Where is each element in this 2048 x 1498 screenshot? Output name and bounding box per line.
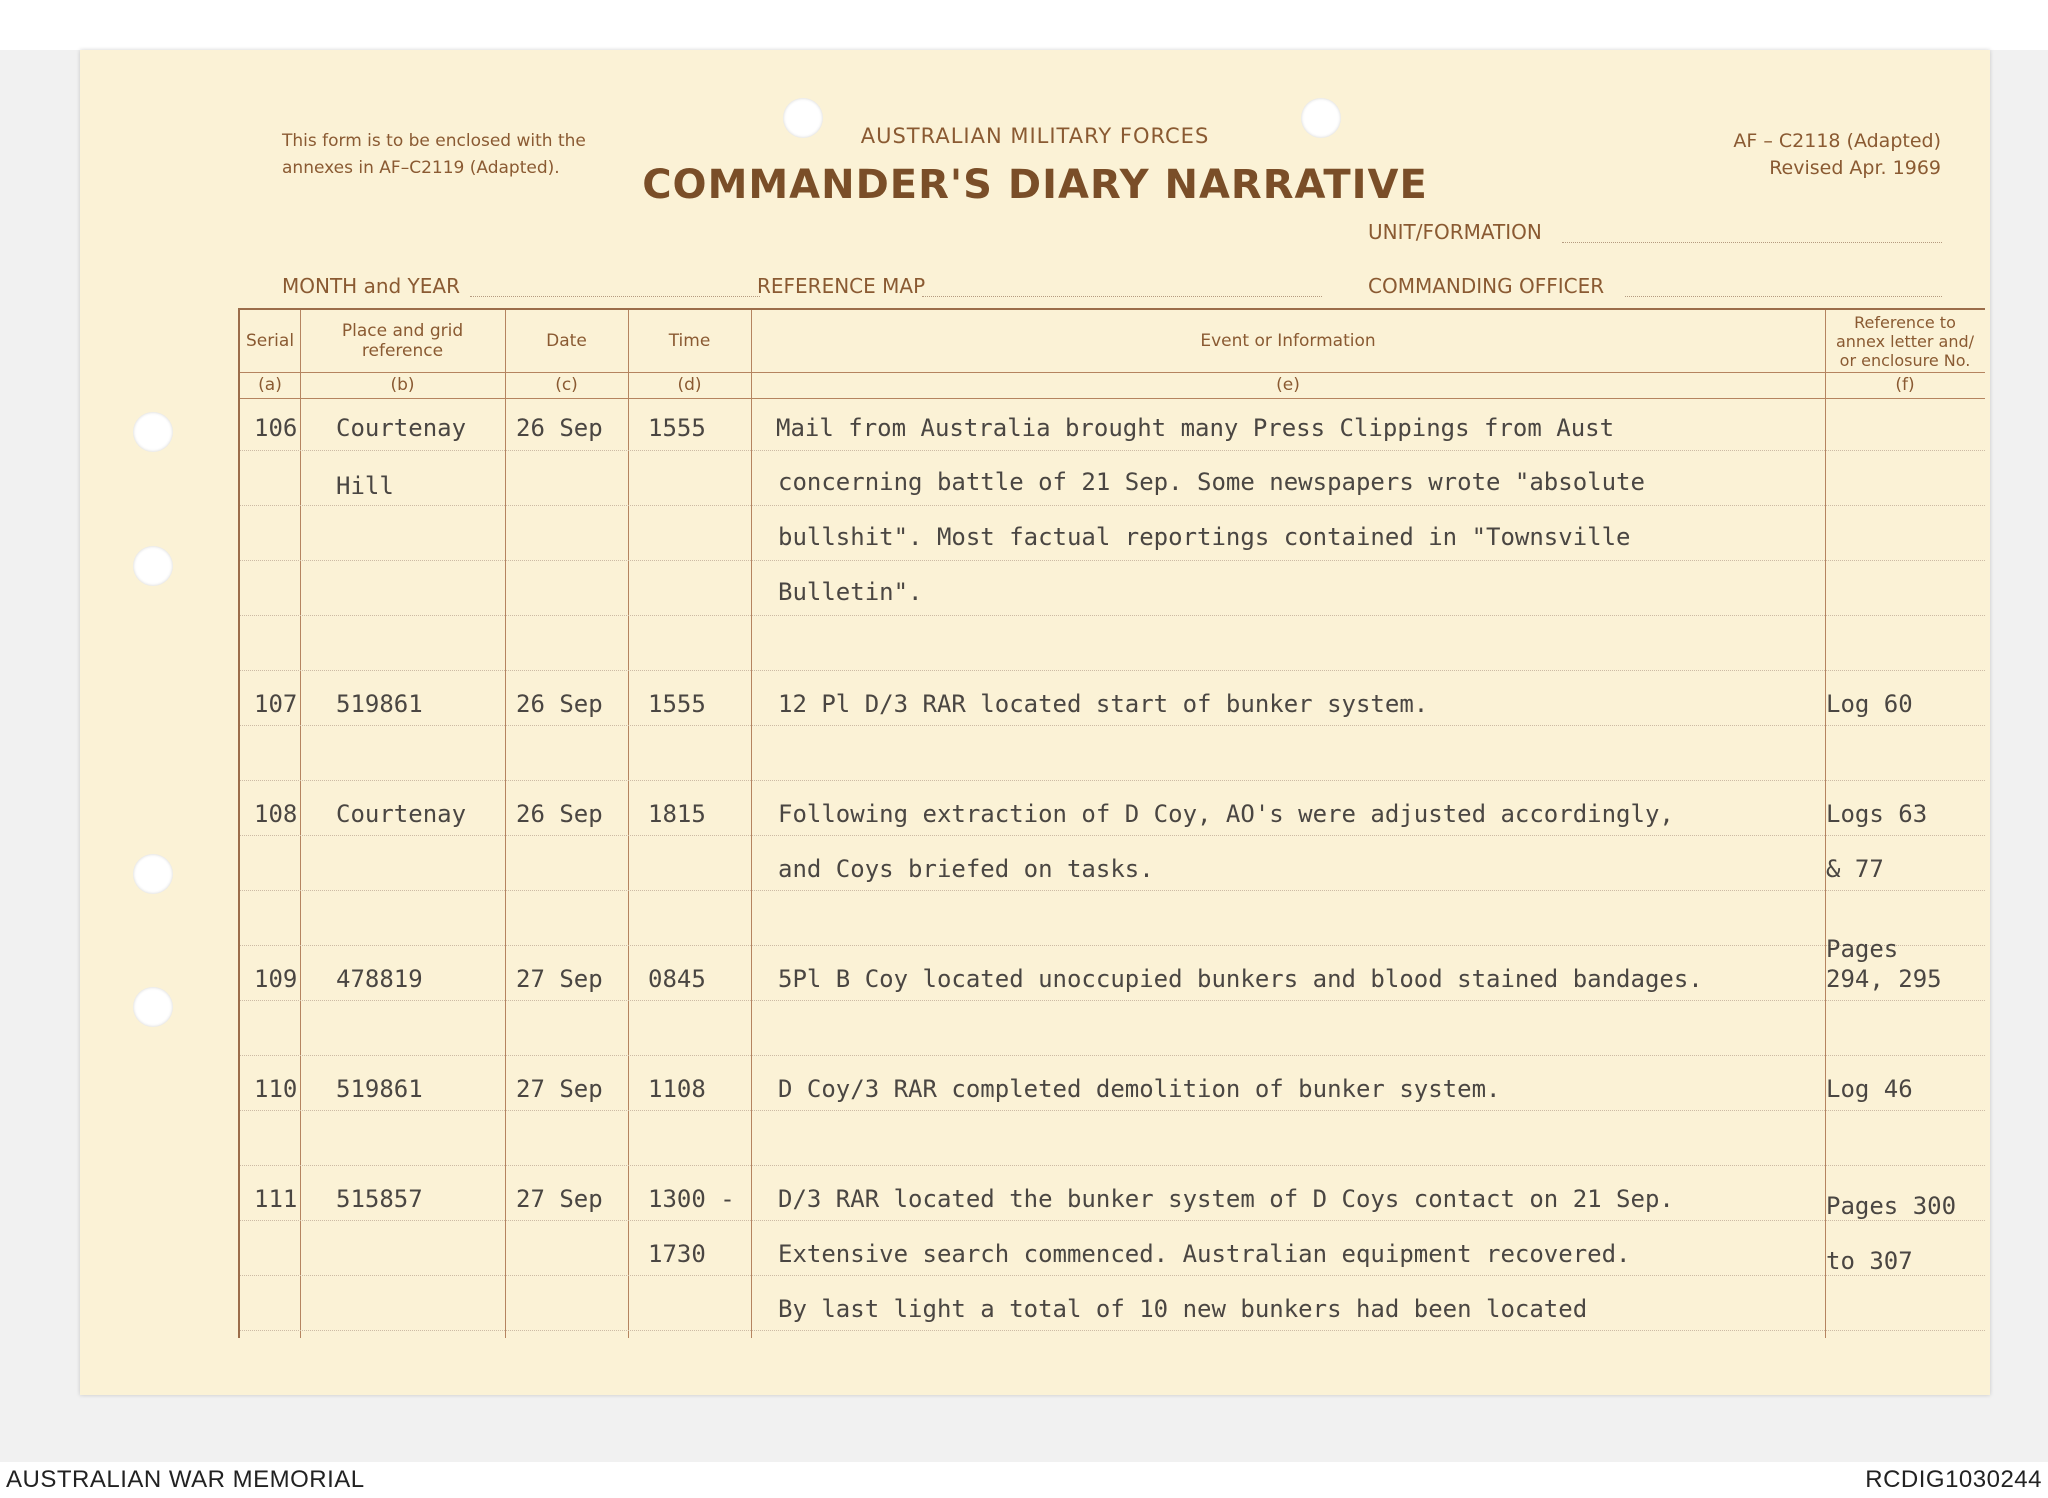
top-margin [0,0,2048,50]
ruled-line [240,890,1985,891]
column-header-date: Date [546,331,587,351]
time-cell: 1300 - [648,1185,735,1213]
unit-formation-field [1562,242,1942,243]
diary-table [238,308,1985,1338]
ruled-line [240,1220,1985,1221]
serial-cell: 106 [254,414,298,442]
time-cell: 1108 [648,1075,706,1103]
column-letter-f: (f) [1895,375,1915,395]
form-identifier: AF – C2118 (Adapted) Revised Apr. 1969 [1733,130,1941,179]
serial-cell: 107 [254,690,298,718]
ruled-line [240,1055,1985,1056]
column-header-event: Event or Information [1200,331,1376,351]
punch-hole-side-2 [133,546,173,586]
date-cell: 26 Sep [516,800,603,828]
ruled-line [240,945,1985,946]
event-line-3: bullshit". Most factual reportings contained in "Townsville [778,523,1631,551]
unit-formation-label: UNIT/FORMATION [1368,220,1542,244]
ruled-line [240,1000,1985,1001]
institution-label: AUSTRALIAN WAR MEMORIAL [6,1466,365,1493]
serial-cell: 109 [254,965,298,993]
column-header-time: Time [668,331,711,351]
month-year-label: MONTH and YEAR [282,274,460,298]
punch-hole-side-4 [133,987,173,1027]
event-line-1: 12 Pl D/3 RAR located start of bunker system. [778,690,1429,718]
ruled-line [240,835,1985,836]
place-cell: 519861 [336,1075,423,1103]
date-cell: 27 Sep [516,1185,603,1213]
event-line-1: D Coy/3 RAR completed demolition of bunker system. [778,1075,1501,1103]
event-line-2: concerning battle of 21 Sep. Some newspapers wrote "absolute [778,468,1645,496]
place-cell: 478819 [336,965,423,993]
time-cell-cont: 1730 [648,1240,706,1268]
reference-cell-cont: & 77 [1826,855,1884,883]
event-line-3: By last light a total of 10 new bunkers had been located [778,1295,1588,1323]
ruled-line [240,560,1985,561]
enclosure-note: This form is to be enclosed with the annexes in AF–C2119 (Adapted). [282,131,586,178]
date-cell: 26 Sep [516,690,603,718]
serial-cell: 111 [254,1185,298,1213]
ruled-line [240,1275,1985,1276]
reference-cell: Log 60 [1826,690,1913,718]
ruled-line [240,615,1985,616]
reference-cell-cont: 294, 295 [1826,965,1942,993]
ruled-line [240,505,1985,506]
item-identifier: RCDIG1030244 [1865,1466,2042,1493]
time-cell: 1555 [648,414,706,442]
punch-hole-side-3 [133,854,173,894]
commanding-officer-field [1625,296,1942,297]
place-cell: Courtenay [336,414,467,442]
event-line-4: Bulletin". [778,578,923,606]
column-letter-a: (a) [258,375,282,395]
event-line-2: Extensive search commenced. Australian equipment recovered. [778,1240,1631,1268]
column-header-place: Place and grid reference [341,321,464,361]
event-line-2: and Coys briefed on tasks. [778,855,1154,883]
ruled-line [240,780,1985,781]
event-line-1: Mail from Australia brought many Press Clippings from Aust [776,414,1615,442]
diary-form-sheet [80,50,1990,1395]
reference-cell: Log 46 [1826,1075,1913,1103]
column-letter-c: (c) [555,375,578,395]
ruled-line [240,1330,1985,1331]
reference-cell: Logs 63 [1826,800,1928,828]
date-cell: 26 Sep [516,414,603,442]
event-line-1: D/3 RAR located the bunker system of D Coys contact on 21 Sep. [778,1185,1674,1213]
organisation-name: AUSTRALIAN MILITARY FORCES [860,124,1210,148]
event-line-1: Following extraction of D Coy, AO's were adjusted accordingly, [778,800,1674,828]
reference-map-field [922,296,1322,297]
month-year-field [470,296,760,297]
column-letter-e: (e) [1276,375,1300,395]
place-cell-cont: Hill [336,472,394,500]
reference-cell: Pages [1826,935,1899,963]
column-letter-b: (b) [390,375,415,395]
ruled-line [240,1110,1985,1111]
column-header-reference: Reference to annex letter and/ or enclosure No. [1835,312,1975,370]
place-cell: 515857 [336,1185,423,1213]
serial-cell: 110 [254,1075,298,1103]
time-cell: 0845 [648,965,706,993]
reference-cell: Pages 300 [1826,1192,1957,1220]
ruled-line [240,1165,1985,1166]
reference-map-label: REFERENCE MAP [757,274,926,298]
date-cell: 27 Sep [516,965,603,993]
place-cell: 519861 [336,690,423,718]
ruled-line [240,670,1985,671]
time-cell: 1555 [648,690,706,718]
date-cell: 27 Sep [516,1075,603,1103]
column-letter-d: (d) [677,375,702,395]
place-cell: Courtenay [336,800,467,828]
serial-cell: 108 [254,800,298,828]
punch-hole-side-1 [133,412,173,452]
reference-cell-cont: to 307 [1826,1247,1913,1275]
commanding-officer-label: COMMANDING OFFICER [1368,274,1605,298]
ruled-line [240,725,1985,726]
column-header-serial: Serial [245,331,295,351]
time-cell: 1815 [648,800,706,828]
ruled-line [240,450,1985,451]
page-title: COMMANDER'S DIARY NARRATIVE [642,162,1428,208]
event-line-1: 5Pl B Coy located unoccupied bunkers and blood stained bandages. [778,965,1703,993]
